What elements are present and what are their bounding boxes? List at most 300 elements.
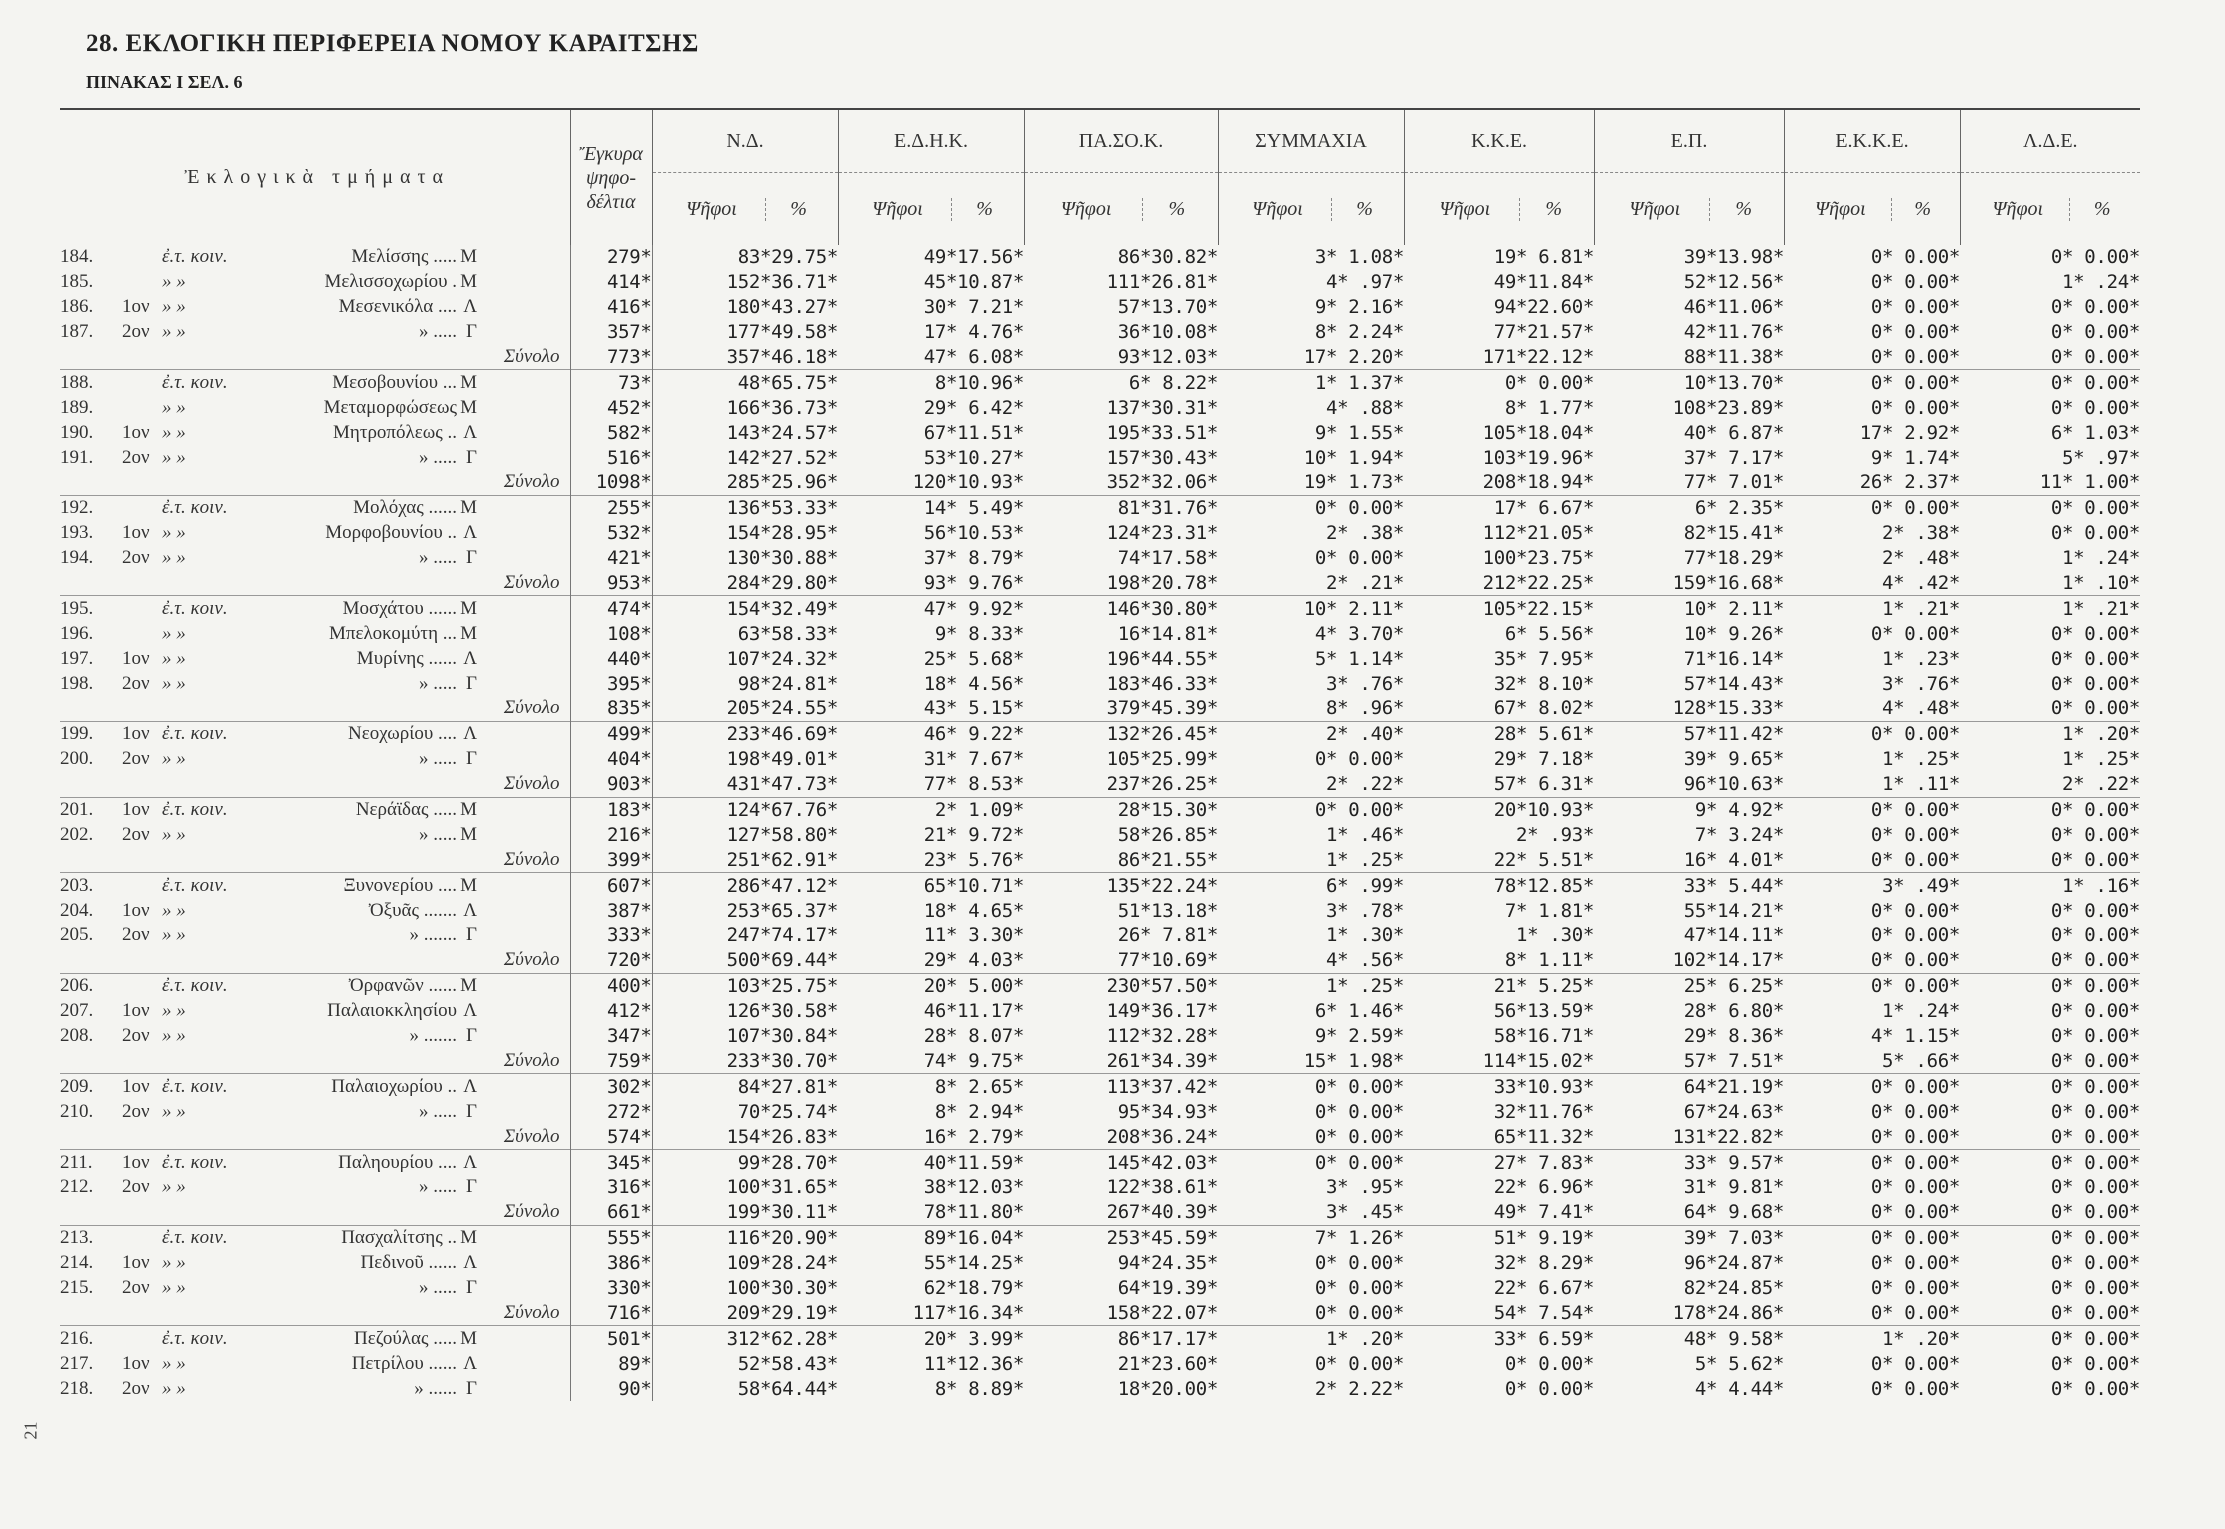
section-label-num: 207. bbox=[60, 1000, 94, 1022]
table-row bbox=[60, 445, 2140, 470]
section-label bbox=[60, 295, 570, 320]
party-result-cell: 5* 1.14* bbox=[1314, 647, 1404, 670]
section-label bbox=[60, 721, 570, 746]
party-result-cell: 0* 0.00* bbox=[1870, 1176, 1960, 1199]
section-label-et: » » bbox=[162, 1252, 186, 1274]
section-label-ord: 2ον bbox=[122, 823, 150, 845]
table-subtitle: ΠΙΝΑΚΑΣ Ι ΣΕΛ. 6 bbox=[86, 72, 243, 92]
section-label bbox=[60, 1376, 570, 1401]
party-result-cell: 0* 0.00* bbox=[1870, 271, 1960, 294]
party-result-cell: 53*10.27* bbox=[923, 446, 1024, 469]
section-label-num: 218. bbox=[60, 1377, 94, 1399]
party-result-cell: 10* 2.11* bbox=[1218, 596, 1404, 621]
party-result-cell: 196*44.55* bbox=[1106, 647, 1218, 670]
section-label bbox=[60, 320, 570, 345]
party-result-cell: 159*16.68* bbox=[1672, 572, 1784, 595]
section-label-type: Λ bbox=[463, 1252, 477, 1274]
party-result-cell: 152*36.71* bbox=[726, 271, 838, 294]
party-result-cell: 93*12.03* bbox=[1117, 346, 1218, 368]
party-result-cell: 198*49.01* bbox=[726, 748, 838, 771]
party-result-cell: 6* .99* bbox=[1218, 873, 1404, 898]
section-label-num: 201. bbox=[60, 799, 94, 821]
votes-percent-subheader bbox=[1024, 173, 1218, 246]
section-label-ord: 2ον bbox=[122, 1176, 150, 1198]
section-label-place: » ....... bbox=[409, 1025, 457, 1047]
section-label-place: Ξυνονερίου .... bbox=[343, 874, 457, 896]
party-result-cell: 379*45.39* bbox=[1106, 697, 1218, 720]
party-result-cell: 0* 0.00* bbox=[1960, 1150, 2140, 1175]
section-label-num: 213. bbox=[60, 1227, 94, 1249]
party-result-cell: 0* 0.00* bbox=[2050, 899, 2140, 922]
section-label-type: Λ bbox=[463, 899, 477, 921]
section-label-place: » ...... bbox=[414, 1377, 457, 1399]
party-result-cell: 157*30.43* bbox=[1106, 446, 1218, 469]
party-result-cell: 0* 0.00* bbox=[2050, 396, 2140, 419]
section-label-num: 205. bbox=[60, 924, 94, 946]
section-label bbox=[60, 671, 570, 696]
party-result-cell: 0* 0.00* bbox=[1314, 547, 1404, 570]
section-label-type: Λ bbox=[463, 522, 477, 544]
party-result-cell: 52*12.56* bbox=[1683, 271, 1784, 294]
party-result-cell: 0* 0.00* bbox=[2050, 1301, 2140, 1324]
party-result-cell: 30* 7.21* bbox=[923, 296, 1024, 319]
section-label-type: Μ bbox=[460, 874, 477, 896]
party-result-cell: 96*10.63* bbox=[1683, 773, 1784, 796]
table-row bbox=[60, 596, 2140, 621]
party-result-cell: 31* 9.81* bbox=[1683, 1176, 1784, 1199]
party-result-cell: 11* 3.30* bbox=[923, 924, 1024, 947]
section-label-ord: 2ον bbox=[122, 1377, 150, 1399]
party-result-cell: 0* 0.00* bbox=[1960, 973, 2140, 998]
party-result-cell: 0* 0.00* bbox=[2050, 1100, 2140, 1123]
party-result-cell: 10*13.70* bbox=[1594, 370, 1784, 395]
party-result-cell: 2* .22* bbox=[2062, 773, 2140, 796]
section-label-et: » » bbox=[162, 1377, 186, 1399]
section-label-place: Μυρίνης ...... bbox=[356, 647, 457, 669]
party-result-cell: 4* 4.44* bbox=[1694, 1377, 1784, 1400]
votes-subheader-label: Ψῆφοι bbox=[1815, 197, 1866, 220]
party-result-cell: 0* 0.00* bbox=[1960, 797, 2140, 822]
party-result-cell: 0* 0.00* bbox=[1314, 1301, 1404, 1324]
valid-ballots-cell: 421* bbox=[570, 546, 652, 571]
party-result-cell: 154*32.49* bbox=[652, 596, 838, 621]
party-result-cell: 130*30.88* bbox=[726, 547, 838, 570]
valid-ballots-cell: 440* bbox=[570, 646, 652, 671]
valid-ballots-cell: 90* bbox=[570, 1376, 652, 1401]
party-result-cell: 0* 0.00* bbox=[1784, 1150, 1960, 1175]
party-result-cell: 3* 1.08* bbox=[1314, 246, 1404, 269]
valid-ballots-cell: 395* bbox=[570, 671, 652, 696]
section-label bbox=[60, 923, 570, 948]
valid-ballots-cell: 183* bbox=[570, 797, 652, 822]
section-label-num: 209. bbox=[60, 1075, 94, 1097]
party-result-cell: 0* 0.00* bbox=[1504, 1377, 1594, 1400]
party-result-cell: 0* 0.00* bbox=[2050, 346, 2140, 368]
valid-ballots-cell: 330* bbox=[570, 1276, 652, 1301]
document-title: 28. ΕΚΛΟΓΙΚΗ ΠΕΡΙΦΕΡΕΙΑ ΝΟΜΟΥ ΚΑΡΑΙΤΣΗΣ bbox=[86, 30, 699, 57]
section-label-et: » » bbox=[162, 1352, 186, 1374]
section-label-place: » ..... bbox=[419, 321, 457, 343]
section-label-et: » » bbox=[162, 547, 186, 569]
section-label-ord: 2ον bbox=[122, 321, 150, 343]
party-result-cell: 42*11.76* bbox=[1683, 321, 1784, 344]
party-result-cell: 57*13.70* bbox=[1117, 296, 1218, 319]
party-header: ΣΥΜΜΑΧΙΑ bbox=[1218, 109, 1404, 173]
valid-ballots-cell: 582* bbox=[570, 420, 652, 445]
party-result-cell: 17* 4.76* bbox=[923, 321, 1024, 344]
section-label bbox=[60, 495, 570, 520]
table-row bbox=[60, 999, 2140, 1024]
party-result-cell: 105*22.15* bbox=[1404, 596, 1594, 621]
valid-header-line: δέλτια bbox=[586, 190, 636, 213]
section-label-num: 196. bbox=[60, 622, 94, 644]
party-result-cell: 4* .48* bbox=[1882, 697, 1960, 720]
party-result-cell: 0* 0.00* bbox=[1870, 321, 1960, 344]
party-result-cell: 0* 0.00* bbox=[1960, 1326, 2140, 1351]
party-header: Ν.Δ. bbox=[652, 109, 838, 173]
party-result-cell: 0* 0.00* bbox=[2050, 1176, 2140, 1199]
party-result-cell: 4* 3.70* bbox=[1314, 622, 1404, 645]
section-label-type: Μ bbox=[460, 396, 477, 418]
section-label-place: Παλαιοχωρίου .. bbox=[331, 1075, 457, 1097]
section-label-et: » » bbox=[162, 622, 186, 644]
party-result-cell: 8* 8.89* bbox=[934, 1377, 1024, 1400]
valid-ballots-cell: 404* bbox=[570, 747, 652, 772]
valid-ballots-cell: 452* bbox=[570, 395, 652, 420]
table-row bbox=[60, 1074, 2140, 1099]
table-row bbox=[60, 1351, 2140, 1376]
party-result-cell: 253*45.59* bbox=[1024, 1225, 1218, 1250]
section-label-et: ἐ.τ. κοιν. bbox=[162, 246, 228, 268]
party-result-cell: 39* 7.03* bbox=[1594, 1225, 1784, 1250]
party-result-cell: 3* .76* bbox=[1326, 672, 1404, 695]
table-row bbox=[60, 295, 2140, 320]
section-label-num: 203. bbox=[60, 874, 94, 896]
section-label: Σύνολο bbox=[503, 572, 560, 594]
section-label-ord: 1ον bbox=[122, 296, 150, 318]
party-result-cell: 1* .25* bbox=[1326, 848, 1404, 871]
party-result-cell: 0* 0.00* bbox=[1784, 797, 1960, 822]
section-label-type: Γ bbox=[466, 446, 477, 468]
section-label-ord: 1ον bbox=[122, 799, 150, 821]
section-label-et: » » bbox=[162, 899, 186, 921]
section-label-num: 204. bbox=[60, 899, 94, 921]
party-result-cell: 1* .11* bbox=[1882, 773, 1960, 796]
party-result-cell: 431*47.73* bbox=[726, 773, 838, 796]
party-result-cell: 120*10.93* bbox=[912, 471, 1024, 494]
party-result-cell: 9* 8.33* bbox=[934, 622, 1024, 645]
total-row bbox=[60, 1049, 2140, 1074]
section-label-place: Μεσοβουνίου ... bbox=[332, 371, 457, 393]
section-label-place: Ὀξυᾶς ....... bbox=[368, 899, 457, 921]
section-label-et: » » bbox=[162, 647, 186, 669]
section-label bbox=[60, 270, 570, 295]
party-result-cell: 84*27.81* bbox=[652, 1074, 838, 1099]
party-result-cell: 21* 9.72* bbox=[923, 823, 1024, 846]
section-label-type: Γ bbox=[466, 748, 477, 770]
section-label-type: Γ bbox=[466, 1176, 477, 1198]
party-result-cell: 177*49.58* bbox=[726, 321, 838, 344]
valid-ballots-cell: 555* bbox=[570, 1225, 652, 1250]
party-result-cell: 4* .97* bbox=[1326, 271, 1404, 294]
section-label-et: » » bbox=[162, 1276, 186, 1298]
table-row bbox=[60, 1326, 2140, 1351]
party-result-cell: 46*11.06* bbox=[1683, 296, 1784, 319]
party-result-cell: 112*21.05* bbox=[1482, 522, 1594, 545]
section-label-type: Λ bbox=[463, 723, 477, 745]
party-header: Ε.Κ.Κ.Ε. bbox=[1784, 109, 1960, 173]
total-row bbox=[60, 571, 2140, 596]
party-result-cell: 63*58.33* bbox=[737, 622, 838, 645]
party-result-cell: 2* .21* bbox=[1326, 572, 1404, 595]
party-result-cell: 122*38.61* bbox=[1106, 1176, 1218, 1199]
section-label-num: 206. bbox=[60, 975, 94, 997]
party-result-cell: 1* .21* bbox=[1784, 596, 1960, 621]
party-result-cell: 1* .25* bbox=[1882, 748, 1960, 771]
section-label-et: » » bbox=[162, 1100, 186, 1122]
section-label-et: ἐ.τ. κοιν. bbox=[162, 975, 228, 997]
valid-ballots-cell: 1098* bbox=[570, 470, 652, 495]
party-result-cell: 0* 0.00* bbox=[1870, 1252, 1960, 1275]
section-label-num: 186. bbox=[60, 296, 94, 318]
valid-ballots-cell: 574* bbox=[570, 1124, 652, 1149]
party-result-cell: 32*11.76* bbox=[1493, 1100, 1594, 1123]
section-label-place: » ..... bbox=[419, 547, 457, 569]
section-label-ord: 1ον bbox=[122, 1075, 150, 1097]
party-header: Λ.Δ.Ε. bbox=[1960, 109, 2140, 173]
section-label bbox=[60, 596, 570, 621]
party-result-cell: 64* 9.68* bbox=[1683, 1201, 1784, 1224]
section-label-num: 194. bbox=[60, 547, 94, 569]
valid-ballots-cell: 416* bbox=[570, 295, 652, 320]
valid-ballots-cell: 357* bbox=[570, 320, 652, 345]
party-result-cell: 0* 0.00* bbox=[2050, 949, 2140, 972]
valid-ballots-cell: 835* bbox=[570, 696, 652, 721]
section-label-type: Μ bbox=[460, 497, 477, 519]
section-label bbox=[60, 898, 570, 923]
party-result-cell: 3* .95* bbox=[1326, 1176, 1404, 1199]
votes-subheader-label: Ψῆφοι bbox=[1992, 197, 2044, 220]
party-result-cell: 146*30.80* bbox=[1024, 596, 1218, 621]
section-label bbox=[60, 420, 570, 445]
section-label: Σύνολο bbox=[503, 1125, 560, 1147]
party-result-cell: 7* 1.26* bbox=[1218, 1225, 1404, 1250]
party-result-cell: 105*18.04* bbox=[1482, 421, 1594, 444]
section-label-ord: 2ον bbox=[122, 672, 150, 694]
section-label bbox=[60, 1074, 570, 1099]
party-result-cell: 1* .46* bbox=[1326, 823, 1404, 846]
section-label-type: Γ bbox=[466, 924, 477, 946]
party-result-cell: 29* 7.18* bbox=[1493, 748, 1594, 771]
votes-percent-subheader bbox=[1404, 173, 1594, 246]
section-label-ord: 2ον bbox=[122, 1025, 150, 1047]
party-result-cell: 26* 2.37* bbox=[1859, 471, 1960, 494]
party-result-cell: 208*18.94* bbox=[1482, 471, 1594, 494]
party-result-cell: 0* 0.00* bbox=[1870, 246, 1960, 269]
section-label-place: » ..... bbox=[419, 1176, 457, 1198]
party-result-cell: 49* 7.41* bbox=[1493, 1201, 1594, 1224]
table-row bbox=[60, 1150, 2140, 1175]
party-result-cell: 1* .30* bbox=[1326, 924, 1404, 947]
total-row bbox=[60, 772, 2140, 797]
party-result-cell: 137*30.31* bbox=[1106, 396, 1218, 419]
section-label-et: » » bbox=[162, 296, 186, 318]
valid-ballots-cell: 607* bbox=[570, 873, 652, 898]
party-result-cell: 94*22.60* bbox=[1493, 296, 1594, 319]
party-result-cell: 0* 0.00* bbox=[1870, 296, 1960, 319]
party-result-cell: 9* 2.16* bbox=[1314, 296, 1404, 319]
party-result-cell: 180*43.27* bbox=[726, 296, 838, 319]
party-result-cell: 58*26.85* bbox=[1117, 823, 1218, 846]
section-label-num: 214. bbox=[60, 1252, 94, 1274]
section-label bbox=[60, 1326, 570, 1351]
party-result-cell: 4* .88* bbox=[1326, 396, 1404, 419]
party-result-cell: 2* .38* bbox=[1326, 522, 1404, 545]
section-label-place: » ..... bbox=[419, 446, 457, 468]
party-result-cell: 20* 5.00* bbox=[838, 973, 1024, 998]
party-result-cell: 58*64.44* bbox=[737, 1377, 838, 1400]
section-label-type: Γ bbox=[466, 1276, 477, 1298]
section-label-ord: 1ον bbox=[122, 647, 150, 669]
section-label-place: » ..... bbox=[419, 672, 457, 694]
section-label-et: » » bbox=[162, 522, 186, 544]
party-result-cell: 35* 7.95* bbox=[1493, 647, 1594, 670]
section-label-place: Πετρίλου ...... bbox=[351, 1352, 457, 1374]
section-label-num: 215. bbox=[60, 1276, 94, 1298]
party-result-cell: 77* 7.01* bbox=[1683, 471, 1784, 494]
party-result-cell: 0* 0.00* bbox=[2050, 522, 2140, 545]
total-row bbox=[60, 1124, 2140, 1149]
votes-percent-subheader bbox=[652, 173, 838, 246]
valid-ballots-cell: 345* bbox=[570, 1150, 652, 1175]
party-result-cell: 67*24.63* bbox=[1683, 1100, 1784, 1123]
section-label-type: Μ bbox=[460, 823, 477, 845]
section-label-et: ἐ.τ. κοιν. bbox=[162, 1227, 228, 1249]
party-result-cell: 253*65.37* bbox=[726, 899, 838, 922]
section-label-ord: 2ον bbox=[122, 446, 150, 468]
party-result-cell: 0* 0.00* bbox=[1784, 1074, 1960, 1099]
votes-subheader-label: Ψῆφοι bbox=[1439, 197, 1491, 220]
section-label: Σύνολο bbox=[503, 1049, 560, 1071]
table-row bbox=[60, 1225, 2140, 1250]
party-result-cell: 8* 1.11* bbox=[1504, 949, 1594, 972]
party-result-cell: 107*30.84* bbox=[726, 1025, 838, 1048]
party-result-cell: 0* 0.00* bbox=[1870, 346, 1960, 368]
party-result-cell: 1* .20* bbox=[1960, 721, 2140, 746]
section-label-et: ἐ.τ. κοιν. bbox=[162, 1075, 228, 1097]
valid-ballots-cell: 216* bbox=[570, 822, 652, 847]
valid-ballots-cell: 716* bbox=[570, 1300, 652, 1325]
section-label-place: » ..... bbox=[419, 823, 457, 845]
total-row bbox=[60, 948, 2140, 973]
party-result-cell: 127*58.80* bbox=[726, 823, 838, 846]
table-row bbox=[60, 546, 2140, 571]
section-label-place: » ..... bbox=[419, 1100, 457, 1122]
party-result-cell: 74* 9.75* bbox=[923, 1049, 1024, 1072]
party-result-cell: 1* .16* bbox=[1960, 873, 2140, 898]
percent-subheader-label: % bbox=[1331, 198, 1398, 221]
party-result-cell: 1* .25* bbox=[2062, 748, 2140, 771]
party-result-cell: 8*10.96* bbox=[838, 370, 1024, 395]
valid-ballots-cell: 903* bbox=[570, 772, 652, 797]
party-result-cell: 5* .97* bbox=[2062, 446, 2140, 469]
section-label-num: 212. bbox=[60, 1176, 94, 1198]
party-result-cell: 25* 5.68* bbox=[923, 647, 1024, 670]
party-result-cell: 33* 9.57* bbox=[1594, 1150, 1784, 1175]
party-result-cell: 131*22.82* bbox=[1672, 1125, 1784, 1148]
table-row bbox=[60, 521, 2140, 546]
party-result-cell: 284*29.80* bbox=[726, 572, 838, 595]
party-result-cell: 56*10.53* bbox=[923, 522, 1024, 545]
party-result-cell: 0* 0.00* bbox=[2050, 1000, 2140, 1023]
valid-ballots-cell: 333* bbox=[570, 923, 652, 948]
section-label-place: Μοσχάτου ...... bbox=[342, 597, 457, 619]
party-result-cell: 0* 0.00* bbox=[1960, 495, 2140, 520]
section-label-type: Λ bbox=[463, 1352, 477, 1374]
election-results-table bbox=[60, 108, 2140, 1401]
party-result-cell: 86*17.17* bbox=[1024, 1326, 1218, 1351]
section-label-num: 185. bbox=[60, 271, 94, 293]
party-result-cell: 10* 2.11* bbox=[1594, 596, 1784, 621]
section-label-num: 211. bbox=[60, 1151, 93, 1173]
party-result-cell: 1* .20* bbox=[1218, 1326, 1404, 1351]
votes-subheader-label: Ψῆφοι bbox=[872, 197, 923, 220]
section-label bbox=[60, 646, 570, 671]
party-result-cell: 51* 9.19* bbox=[1404, 1225, 1594, 1250]
section-label-place: » ..... bbox=[419, 748, 457, 770]
party-result-cell: 3* .49* bbox=[1784, 873, 1960, 898]
section-label-type: Γ bbox=[466, 1100, 477, 1122]
party-result-cell: 18* 4.65* bbox=[923, 899, 1024, 922]
votes-subheader-label: Ψῆφοι bbox=[686, 197, 737, 220]
votes-percent-subheader bbox=[1218, 173, 1404, 246]
section-label-et: ἐ.τ. κοιν. bbox=[162, 371, 228, 393]
section-label-num: 210. bbox=[60, 1100, 94, 1122]
party-result-cell: 78*11.80* bbox=[923, 1201, 1024, 1224]
party-result-cell: 100*23.75* bbox=[1482, 547, 1594, 570]
party-result-cell: 22* 6.67* bbox=[1493, 1276, 1594, 1299]
table-row bbox=[60, 245, 2140, 270]
party-result-cell: 28* 8.07* bbox=[923, 1025, 1024, 1048]
party-result-cell: 1* 1.37* bbox=[1218, 370, 1404, 395]
section-label-type: Λ bbox=[463, 296, 477, 318]
party-result-cell: 46* 9.22* bbox=[838, 721, 1024, 746]
table-row bbox=[60, 1175, 2140, 1200]
section-label bbox=[60, 999, 570, 1024]
valid-ballots-cell: 501* bbox=[570, 1326, 652, 1351]
section-label-et: » » bbox=[162, 271, 186, 293]
valid-ballots-cell: 89* bbox=[570, 1351, 652, 1376]
section-label-type: Μ bbox=[460, 597, 477, 619]
party-result-cell: 74*17.58* bbox=[1117, 547, 1218, 570]
party-result-cell: 3* .78* bbox=[1326, 899, 1404, 922]
section-label-et: ἐ.τ. κοιν. bbox=[162, 1327, 228, 1349]
party-result-cell: 143*24.57* bbox=[726, 421, 838, 444]
party-result-cell: 48*65.75* bbox=[652, 370, 838, 395]
section-label-et: » » bbox=[162, 823, 186, 845]
section-label bbox=[60, 521, 570, 546]
section-label-place: Μελισσοχωρίου . bbox=[324, 271, 457, 293]
section-label-num: 199. bbox=[60, 723, 94, 745]
party-result-cell: 0* 0.00* bbox=[1314, 748, 1404, 771]
party-result-cell: 0* 0.00* bbox=[1870, 1352, 1960, 1375]
party-result-cell: 70*25.74* bbox=[737, 1100, 838, 1123]
party-result-cell: 78*12.85* bbox=[1404, 873, 1594, 898]
party-result-cell: 109*28.24* bbox=[726, 1252, 838, 1275]
valid-ballots-cell: 953* bbox=[570, 571, 652, 596]
party-result-cell: 6* 8.22* bbox=[1024, 370, 1218, 395]
party-result-cell: 103*25.75* bbox=[652, 973, 838, 998]
